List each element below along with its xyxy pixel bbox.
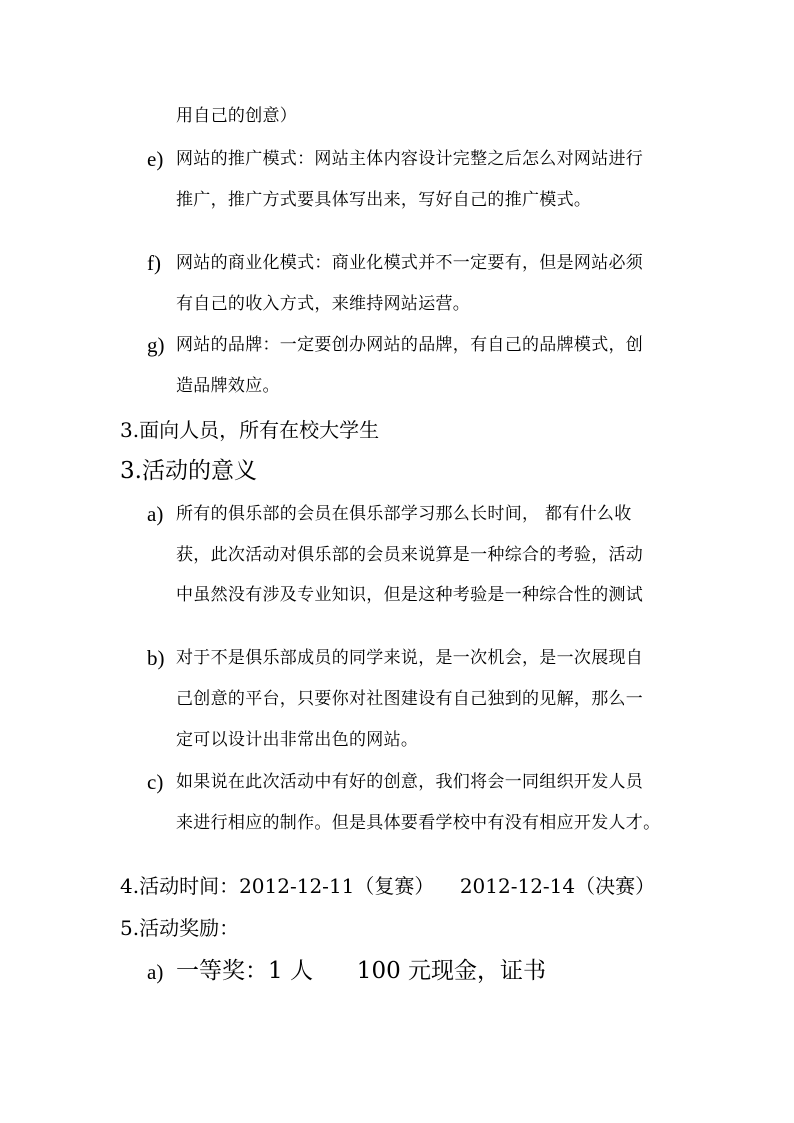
item-f-line-2: 有自己的收入方式，来维持网站运营。 [176,294,471,314]
meaning-a-line-1: 所有的俱乐部的会员在俱乐部学习那么长时间， 都有什么收 [176,504,632,524]
item-d-continuation: 用自己的创意） [176,106,298,126]
item-f-line-1: 网站的商业化模式：商业化模式并不一定要有，但是网站必须 [176,253,644,273]
meaning-c-line-2: 来进行相应的制作。但是具体要看学校中有没有相应开发人才。 [176,813,661,833]
meaning-a-line-3: 中虽然没有涉及专业知识，但是这种考验是一种综合性的测试 [176,585,644,605]
list-marker-e: e) [147,147,164,171]
meaning-b-line-3: 定可以设计出非常出色的网站。 [176,730,419,750]
meaning-a-line-2: 获，此次活动对俱乐部的会员来说算是一种综合的考验，活动 [176,545,644,565]
list-marker-a: a) [147,502,164,526]
list-marker-g: g) [147,333,165,357]
time-heading: 4.活动时间：2012-12-11（复赛） 2012-12-14（决赛） [120,874,656,898]
item-e-line-1: 网站的推广模式：网站主体内容设计完整之后怎么对网站进行 [176,149,644,169]
list-marker-f: f) [147,251,161,275]
list-marker-c: c) [147,770,164,794]
reward-item-first-prize: 一等奖：1 人 100 元现金，证书 [176,958,547,984]
meaning-b-line-1: 对于不是俱乐部成员的同学来说，是一次机会，是一次展现自 [176,648,644,668]
audience-heading: 3.面向人员，所有在校大学生 [120,418,380,442]
item-g-line-2: 造品牌效应。 [176,376,280,396]
meaning-b-line-2: 己创意的平台，只要你对社图建设有自己独到的见解，那么一 [176,689,644,709]
meaning-heading: 3.活动的意义 [120,458,257,484]
item-g-line-1: 网站的品牌：一定要创办网站的品牌，有自己的品牌模式，创 [176,335,644,355]
list-marker-b: b) [147,646,165,670]
meaning-c-line-1: 如果说在此次活动中有好的创意，我们将会一同组织开发人员 [176,772,644,792]
reward-heading: 5.活动奖励： [120,916,240,940]
item-e-line-2: 推广，推广方式要具体写出来，写好自己的推广模式。 [176,190,592,210]
list-marker-reward-a: a) [147,960,164,984]
